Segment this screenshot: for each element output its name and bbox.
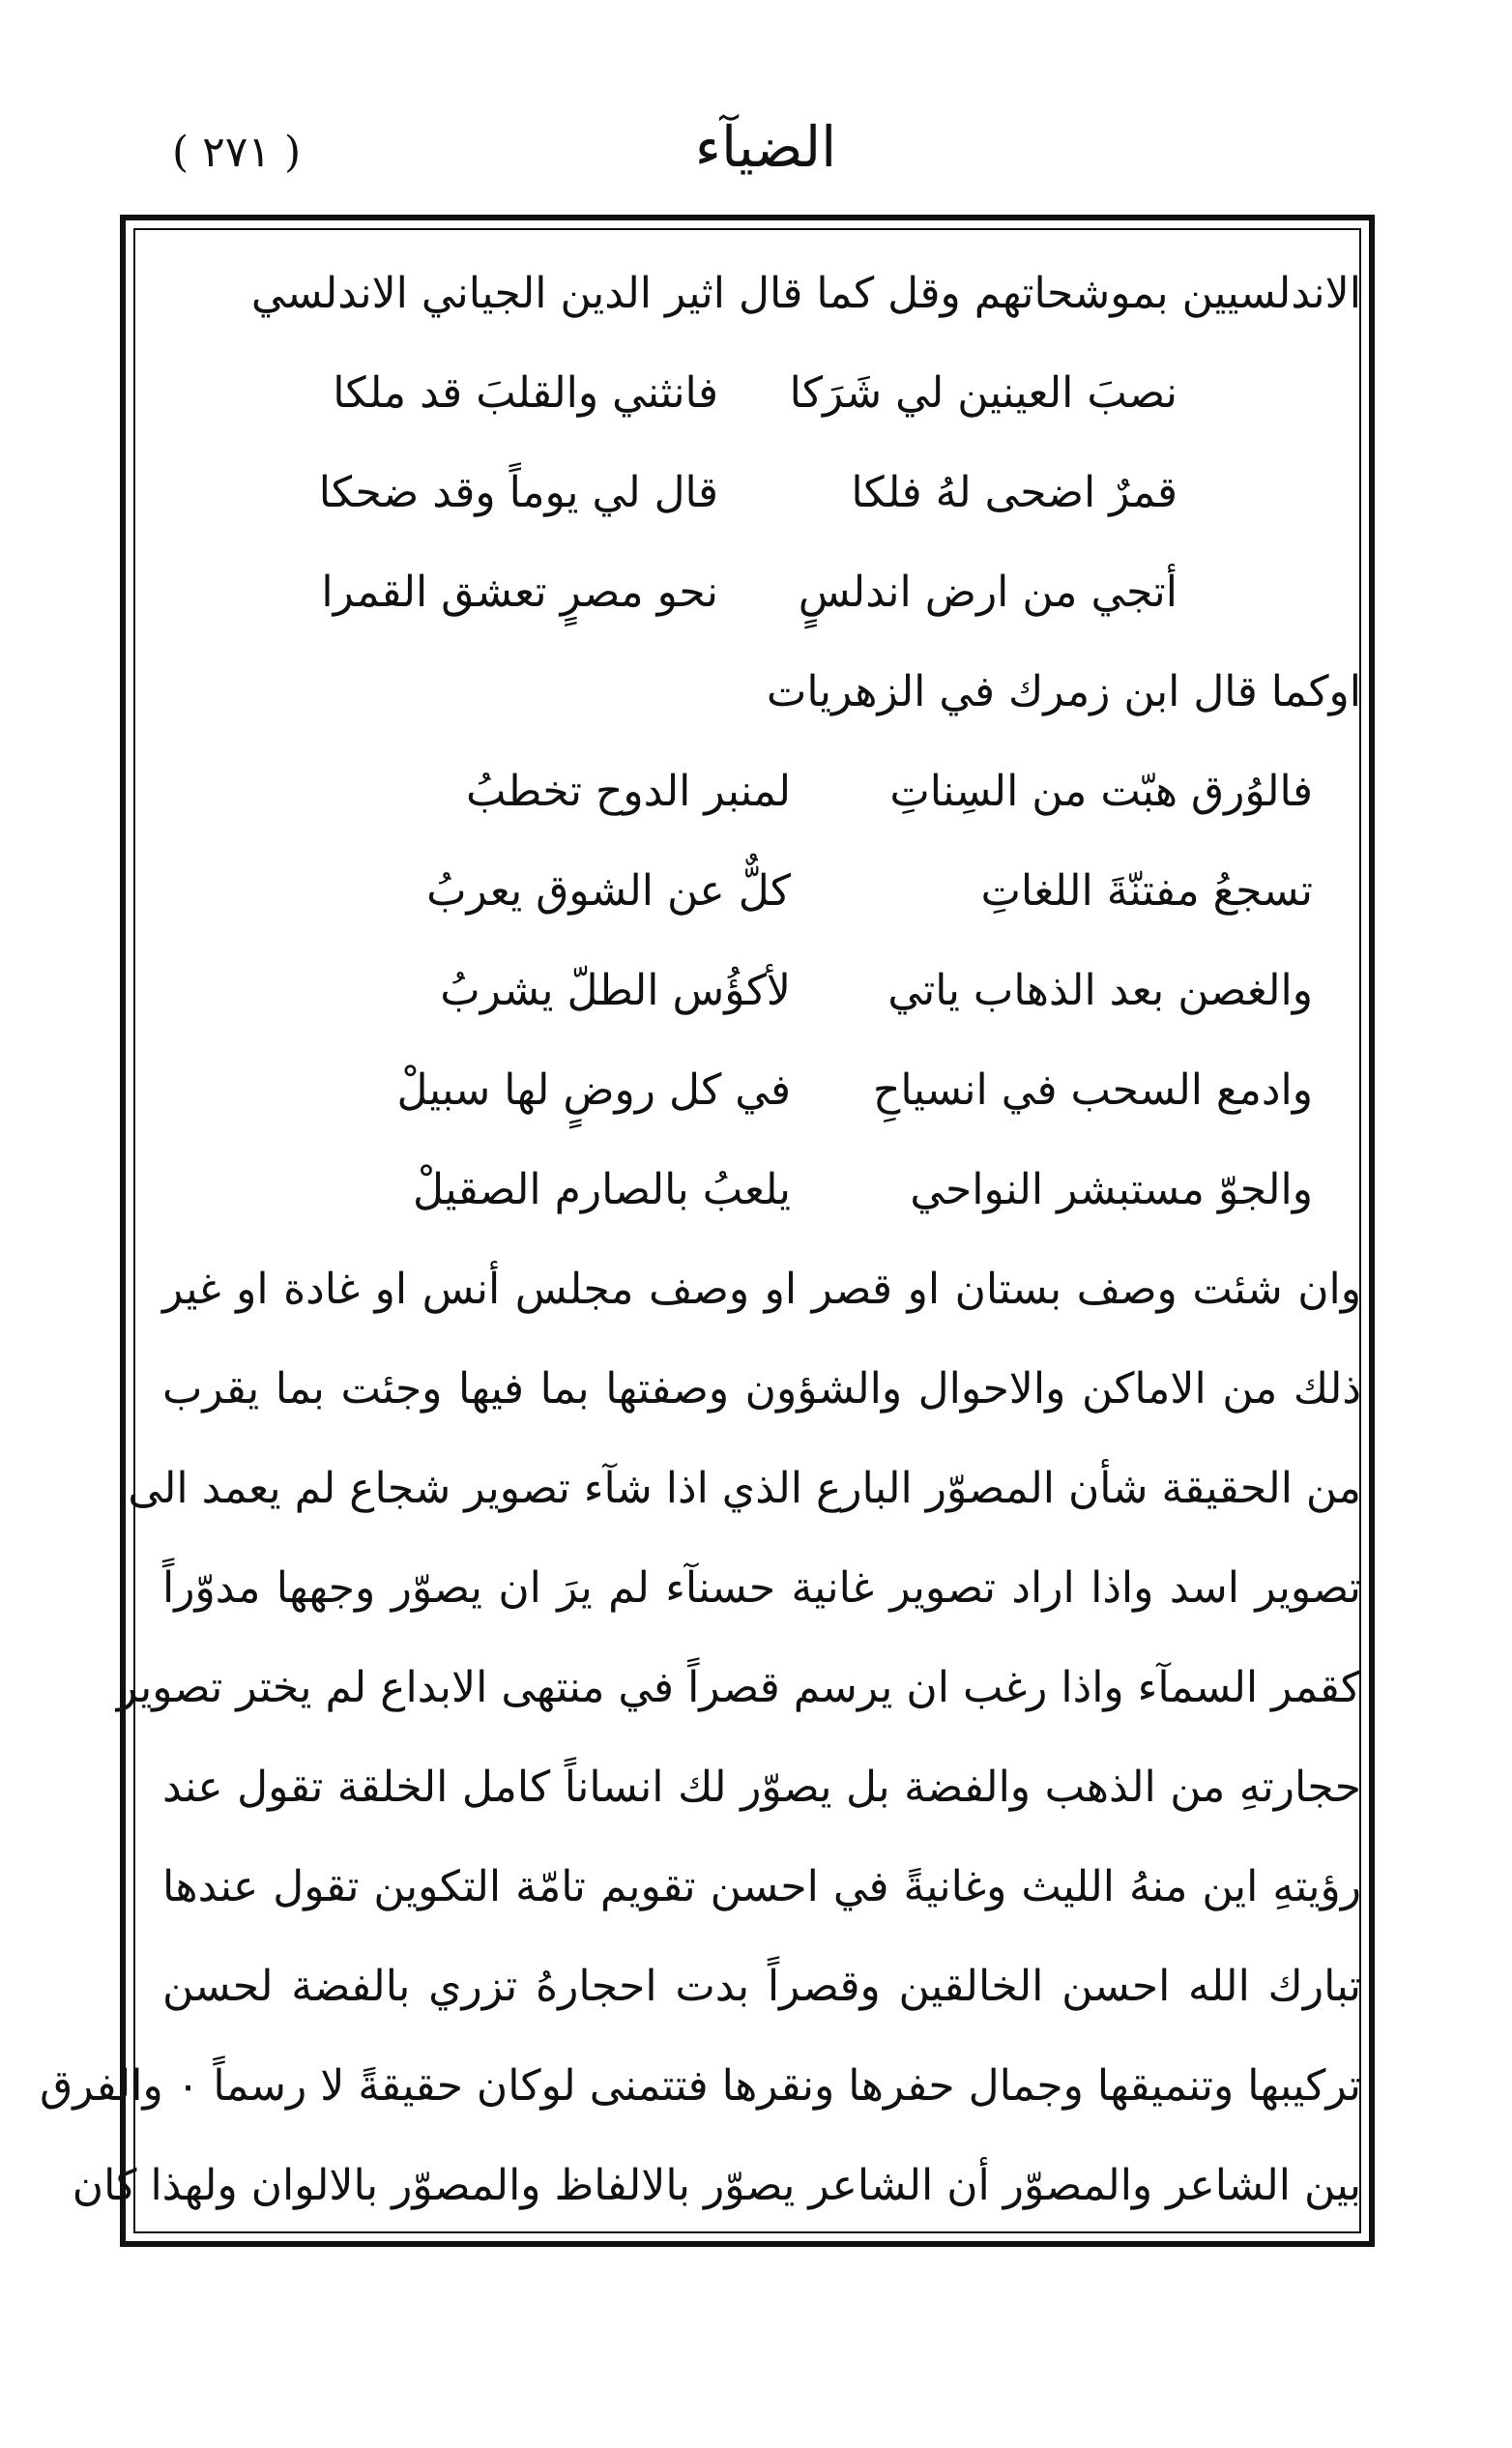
prose-line: من الحقيقة شأن المصوّر البارع الذي اذا شآء تصوير شجاع لم يعمد الى bbox=[128, 1464, 1361, 1513]
verse-line bbox=[162, 542, 1361, 642]
transition-line: اوكما قال ابن زمرك في الزهريات bbox=[766, 667, 1361, 716]
first-hemistich: والغصن بعد الذهاب ياتي bbox=[887, 966, 1313, 1015]
verse-line bbox=[162, 343, 1361, 443]
second-hemistich: قال لي يوماً وقد ضحكا bbox=[318, 468, 718, 517]
prose-line: تصوير اسد واذا اراد تصوير غانية حسنآء لم يرَ ان يصوّر وجهها مدوّراً bbox=[162, 1563, 1361, 1613]
prose-paragraph bbox=[40, 1239, 1361, 2235]
first-hemistich: تسجعُ مفتنّةَ اللغاتِ bbox=[980, 866, 1313, 916]
first-hemistich: فالوُرق هبّت من السِناتِ bbox=[889, 767, 1313, 816]
first-hemistich: وادمع السحب في انسياحِ bbox=[872, 1065, 1313, 1115]
prose-line: بين الشاعر والمصوّر أن الشاعر يصوّر بالالفاظ والمصوّر بالالوان ولهذا كان bbox=[72, 2161, 1361, 2210]
second-hemistich: نحو مصرٍ تعشق القمرا bbox=[321, 568, 718, 617]
second-hemistich: يلعبُ بالصارم الصقيلْ bbox=[413, 1165, 791, 1214]
verse-line bbox=[162, 443, 1361, 542]
verse-line bbox=[162, 1140, 1361, 1239]
first-hemistich: قمرٌ اضحى لهُ فلكا bbox=[851, 468, 1178, 517]
second-hemistich: لمنبر الدوح تخطبُ bbox=[466, 767, 791, 816]
page-header bbox=[162, 114, 1369, 201]
prose-line: تبارك الله احسن الخالقين وقصراً بدت احجارهُ تزري بالفضة لحسن bbox=[162, 1962, 1361, 2011]
verse-line bbox=[162, 841, 1361, 941]
first-hemistich: أتجي من ارض اندلسٍ bbox=[798, 568, 1178, 617]
intro-line: الاندلسيين بموشحاتهم وقل كما قال اثير الدين الجياني الاندلسي bbox=[250, 269, 1361, 318]
verse-line bbox=[162, 1040, 1361, 1140]
second-hemistich: فانثني والقلبَ قد ملكا bbox=[333, 368, 718, 418]
prose-line: رؤيتهِ اين منهُ الليث وغانيةً في احسن تقويم تامّة التكوين تقول عندها bbox=[162, 1862, 1361, 1911]
second-hemistich: في كل روضٍ لها سبيلْ bbox=[396, 1065, 791, 1115]
prose-line: حجارتهِ من الذهب والفضة بل يصوّر لك انساناً كامل الخلقة تقول عند bbox=[162, 1763, 1361, 1812]
prose-line: وان شئت وصف بستان او قصر او وصف مجلس أنس او غادة او غير bbox=[162, 1265, 1361, 1314]
page-number: ( ٢٧١ ) bbox=[172, 128, 302, 177]
first-hemistich: والجوّ مستبشر النواحي bbox=[910, 1165, 1313, 1214]
poem-1 bbox=[162, 343, 1361, 642]
second-hemistich: كلٌّ عن الشوق يعربُ bbox=[426, 866, 791, 916]
running-title: الضيآء bbox=[694, 114, 837, 180]
poem-2 bbox=[162, 742, 1361, 1239]
prose-line: ذلك من الاماكن والاحوال والشؤون وصفتها بما فيها وجئت بما يقرب bbox=[162, 1364, 1361, 1413]
verse-line bbox=[162, 742, 1361, 841]
second-hemistich: لأكؤُس الطلّ يشربُ bbox=[440, 966, 791, 1015]
prose-line: تركيبها وتنميقها وجمال حفرها ونقرها فتتمنى لوكان حقيقةً لا رسماً ٠ والفرق bbox=[40, 2061, 1361, 2111]
page-body bbox=[40, 244, 1361, 2235]
prose-line: كقمر السمآء واذا رغب ان يرسم قصراً في منتهى الابداع لم يختر تصوير bbox=[116, 1663, 1361, 1712]
verse-line bbox=[162, 941, 1361, 1040]
first-hemistich: نصبَ العينين لي شَرَكا bbox=[789, 368, 1178, 418]
